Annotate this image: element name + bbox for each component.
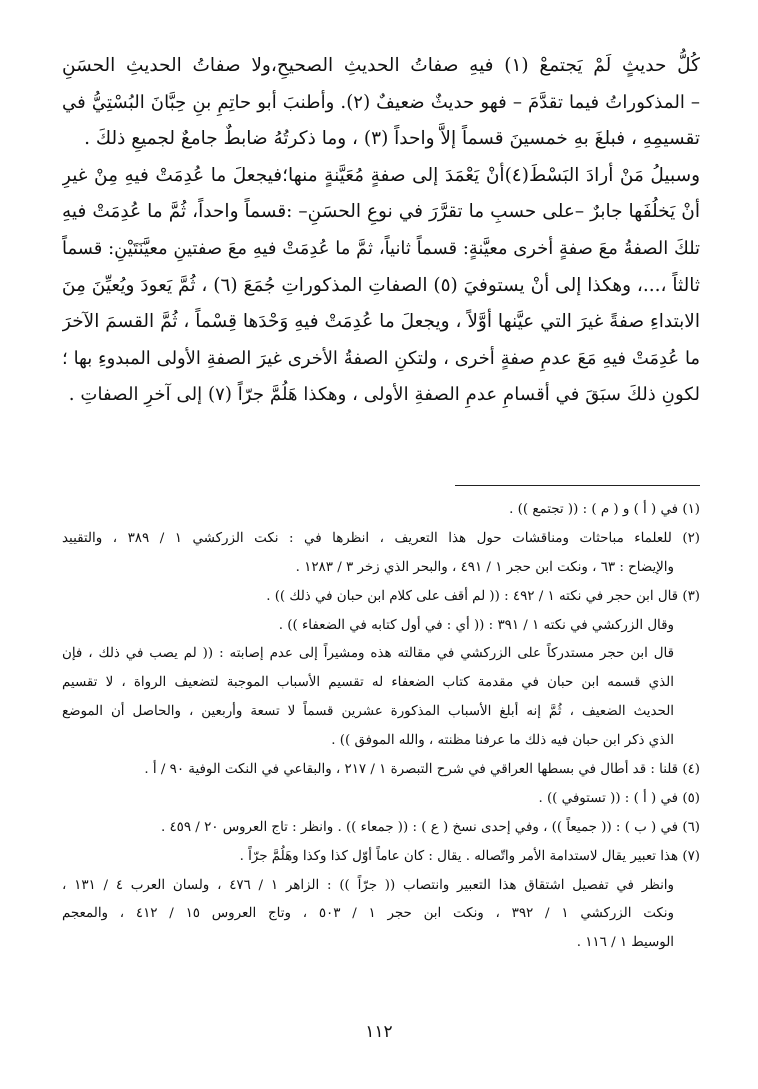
main-text-line: – المذكوراتُ فيما تقدَّمَ – فهو حديثٌ ضعيفٌ (٢). وأطنبَ أبو حاتِمِ بنِ حِبَّانَ البُسْتِيُّ في: [62, 91, 700, 113]
main-text-line: أنْ يَخلُفَها جابرٌ –على حسبِ ما تقرَّرَ في نوعِ الحسَنِ– :قسماً واحداً، ثُمَّ ما عُدِمَتْ فيهِ: [62, 201, 700, 223]
footnote-3-continuation: وقال الزركشي في نكته ١ / ٣٩١ : (( أي : في أول كتابه في الضعفاء )) .: [278, 617, 674, 633]
footnote-2-continuation: والإيضاح : ٦٣ ، ونكت ابن حجر ١ / ٤٩١ ، والبحر الذي زخر ٣ / ١٢٨٣ .: [295, 559, 674, 575]
footnote-2: (٢) للعلماء مباحثات ومناقشات حول هذا التعريف ، انظرها في : نكت الزركشي ١ / ٣٨٩ ، والتقييد: [62, 530, 700, 546]
footnote-3-continuation: الذي قسمه ابن حبان في مقدمة كتاب الضعفاء له تقسيم الأسباب الموجبة لتضعيف الرواة ، لا تقسيم: [62, 675, 674, 691]
footnote-3-continuation: قال ابن حجر مستدركاً على الزركشي في مقالته هذه ومشيراً إلى عدم إصابته : (( لم يصب في ذلك ، فإن: [62, 646, 674, 662]
footnote-4: (٤) قلنا : قد أطال في بسطها العراقي في شرح التبصرة ١ / ٢١٧ ، والبقاعي في النكت الوفية ٩٠ / أ .: [144, 762, 700, 778]
footnotes-block: [62, 496, 700, 958]
footnote-7-continuation: ونكت الزركشي ١ / ٣٩٢ ، ونكت ابن حجر ١ / ٥٠٣ ، وتاج العروس ١٥ / ٤١٢ ، والمعجم: [62, 906, 674, 922]
main-text-line: الابتداءِ صفةً غيرَ التي عيَّنها أوَّلاً ، ويجعلَ ما عُدِمَتْ فيهِ وَحْدَها قِسْماً ، ثُمَّ القسمَ الآخرَ: [62, 311, 700, 333]
main-text-line: تقسيمِهِ ، فبلغَ بهِ خمسينَ قسماً إلاَّ واحداً (٣) ، وما ذكرتُهُ ضابطٌ جامعٌ لجميعِ ذلكَ .: [84, 128, 700, 150]
footnote-3-continuation: الحديث الضعيف ، ثُمَّ إنه أبلغ الأسباب المذكورة عشرين قسماً لا تسعة وأربعين ، والحاصل أن الموضع: [62, 704, 674, 720]
page-number: ١١٢: [365, 1022, 393, 1042]
footnote-divider: [455, 485, 700, 486]
footnote-3: (٣) قال ابن حجر في نكته ١ / ٤٩٢ : (( لم أقف على كلام ابن حبان في ذلك )) .: [266, 588, 700, 604]
footnote-3-continuation: الذي ذكر ابن حبان فيه ذلك ما عرفنا مظنته ، والله الموفق )) .: [331, 733, 674, 749]
footnote-7-continuation: الوسيط ١ / ١١٦ .: [576, 935, 674, 951]
main-text-line: وسبيلُ مَنْ أرادَ البَسْطَ(٤)أنْ يَعْمَدَ إلى صفةٍ مُعَيَّنةٍ منها؛فيجعلَ ما عُدِمَتْ فيهِ مِنْ غيرِ: [62, 164, 700, 186]
footnote-1: (١) في ( أ ) و ( م ) : (( تجتمع )) .: [509, 502, 700, 517]
main-text-line: ثالثاً ،...، وهكذا إلى أنْ يستوفيَ (٥) الصفاتِ المذكوراتِ جُمَعَ (٦) ، ثُمَّ يَعودَ ويُعيِّنَ مِنَ: [62, 274, 700, 296]
footnote-6: (٦) في ( ب ) : (( جميعاً )) ، وفي إحدى نسخ ( ع ) : (( جمعاء )) . وانظر : تاج العروس ٢٠ / ٤٥٩ .: [160, 819, 700, 835]
main-text-line: تلكَ الصفةُ معَ صفةٍ أخرى معيَّنةٍ: قسماً ثانياً، ثمَّ ما عُدِمَتْ فيهِ معَ صفتينِ معيَّنَتَيْنِ: قسماً: [62, 237, 700, 259]
footnote-7: (٧) هذا تعبير يقال لاستدامة الأمر واتّصاله . يقال : كان عاماً أوّل كذا وكذا وهَلُمَّ جرّاً .: [239, 848, 700, 864]
main-text-block: [62, 48, 700, 414]
main-text-line: كُلُّ حديثٍ لَمْ يَجتمعْ (١) فيهِ صفاتُ الحديثِ الصحيحِ،ولا صفاتُ الحديثِ الحسَنِ: [62, 55, 700, 76]
footnote-5: (٥) في ( أ ) : (( تستوفي )) .: [538, 790, 700, 806]
main-text-line: لكونِ ذلكَ سبَقَ في أقسامِ عدمِ الصفةِ الأولى ، وهكذا هَلُمَّ جرّاً (٧) إلى آخرِ الصفاتِ .: [68, 384, 700, 406]
footnote-7-continuation: وانظر في تفصيل اشتقاق هذا التعبير وانتصاب (( جرّاً )) : الزاهر ١ / ٤٧٦ ، ولسان العرب ٤ / ١٣١ ،: [62, 877, 674, 893]
main-text-line: ما عُدِمَتْ فيهِ مَعَ عدمِ صفةٍ أخرى ، ولتكنِ الصفةُ الأخرى غيرَ الصفةِ الأولى المبدوءِ بها ؛: [62, 347, 700, 369]
